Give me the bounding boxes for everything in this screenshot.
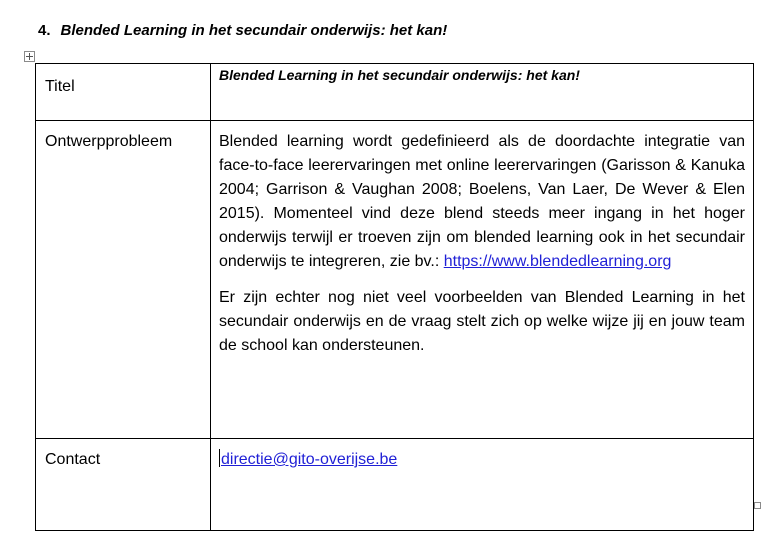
problem-label: Ontwerpprobleem [36, 121, 211, 439]
problem-paragraph-1 [219, 130, 745, 274]
title-value: Blended Learning in het secundair onderwijs: het kan! [219, 67, 580, 83]
text-cursor [219, 449, 220, 467]
section-number: 4. [38, 22, 51, 39]
contact-email-link[interactable]: directie@gito-overijse.be [221, 451, 398, 468]
problem-cell[interactable] [211, 121, 754, 439]
table-row-contact [36, 439, 754, 531]
problem-paragraph-1-text: Blended learning wordt gedefinieerd als de doordachte integratie van face-to-face leerervaringen met online leerervaringen (Garisson & Kanuka 2004; Garrison & Vaughan 2008; Boelens, Van Laer, De Wever & Elen 2015). Momenteel vind deze blend steeds meer ingang in het hoger onderwijs terwijl er troeven zijn om blended learning ook in het secundair onderwijs te integreren, zie bv.: [219, 133, 745, 270]
project-table [35, 63, 754, 531]
section-heading [38, 22, 447, 39]
contact-label: Contact [36, 439, 211, 531]
table-resize-handle[interactable] [754, 502, 761, 509]
problem-paragraph-2: Er zijn echter nog niet veel voorbeelden van Blended Learning in het secundair onderwijs en de vraag stelt zich op welke wijze jij en jouw team de school kan ondersteunen. [219, 289, 745, 354]
title-label: Titel [36, 64, 211, 121]
table-row-problem [36, 121, 754, 439]
table-move-handle-icon[interactable] [24, 51, 35, 62]
table-row-title [36, 64, 754, 121]
title-cell[interactable] [211, 64, 754, 121]
section-title: Blended Learning in het secundair onderwijs: het kan! [60, 22, 448, 39]
blendedlearning-link[interactable]: https://www.blendedlearning.org [443, 253, 672, 270]
contact-cell[interactable] [211, 439, 754, 531]
